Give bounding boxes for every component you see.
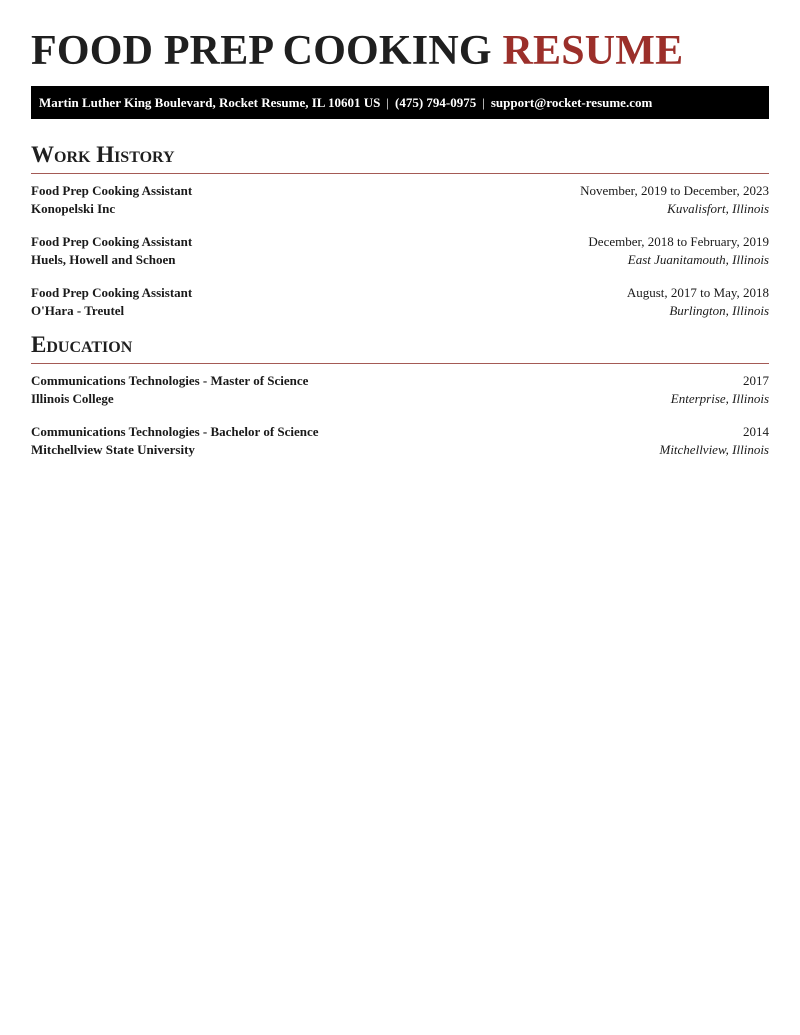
school-name: Mitchellview State University xyxy=(31,441,195,457)
education-entry xyxy=(31,372,769,407)
contact-separator: | xyxy=(386,95,389,110)
job-location: East Juanitamouth, Illinois xyxy=(627,251,769,267)
title-accent: RESUME xyxy=(502,28,684,74)
school-location: Mitchellview, Illinois xyxy=(659,441,769,457)
school-name: Illinois College xyxy=(31,390,114,406)
education-entry xyxy=(31,423,769,458)
work-entry xyxy=(31,284,769,319)
contact-separator: | xyxy=(482,95,485,110)
job-title: Food Prep Cooking Assistant xyxy=(31,183,193,198)
education-heading: Education xyxy=(31,332,769,364)
job-company: O'Hara - Treutel xyxy=(31,302,125,318)
job-dates: August, 2017 to May, 2018 xyxy=(626,285,769,300)
job-location: Kuvalisfort, Illinois xyxy=(667,200,769,216)
degree-name: Communications Technologies - Bachelor of Science xyxy=(31,424,319,439)
resume-page xyxy=(31,0,769,458)
school-location: Enterprise, Illinois xyxy=(670,390,769,406)
job-title: Food Prep Cooking Assistant xyxy=(31,285,193,300)
job-company: Huels, Howell and Schoen xyxy=(31,251,176,267)
work-entry xyxy=(31,233,769,268)
job-dates: December, 2018 to February, 2019 xyxy=(588,234,769,249)
work-history-heading: Work History xyxy=(31,142,769,174)
job-title: Food Prep Cooking Assistant xyxy=(31,234,193,249)
title-main: FOOD PREP COOKING xyxy=(31,28,492,74)
resume-title xyxy=(31,0,769,74)
contact-phone: (475) 794-0975 xyxy=(395,95,477,110)
contact-email: support@rocket-resume.com xyxy=(490,95,653,110)
degree-year: 2017 xyxy=(743,373,769,388)
degree-name: Communications Technologies - Master of Science xyxy=(31,373,309,388)
job-dates: November, 2019 to December, 2023 xyxy=(580,183,769,198)
contact-address: Martin Luther King Boulevard, Rocket Resume, IL 10601 US xyxy=(39,95,381,110)
job-company: Konopelski Inc xyxy=(31,200,116,216)
contact-bar xyxy=(31,86,769,119)
degree-year: 2014 xyxy=(743,424,769,439)
job-location: Burlington, Illinois xyxy=(669,302,769,318)
work-entry xyxy=(31,182,769,217)
